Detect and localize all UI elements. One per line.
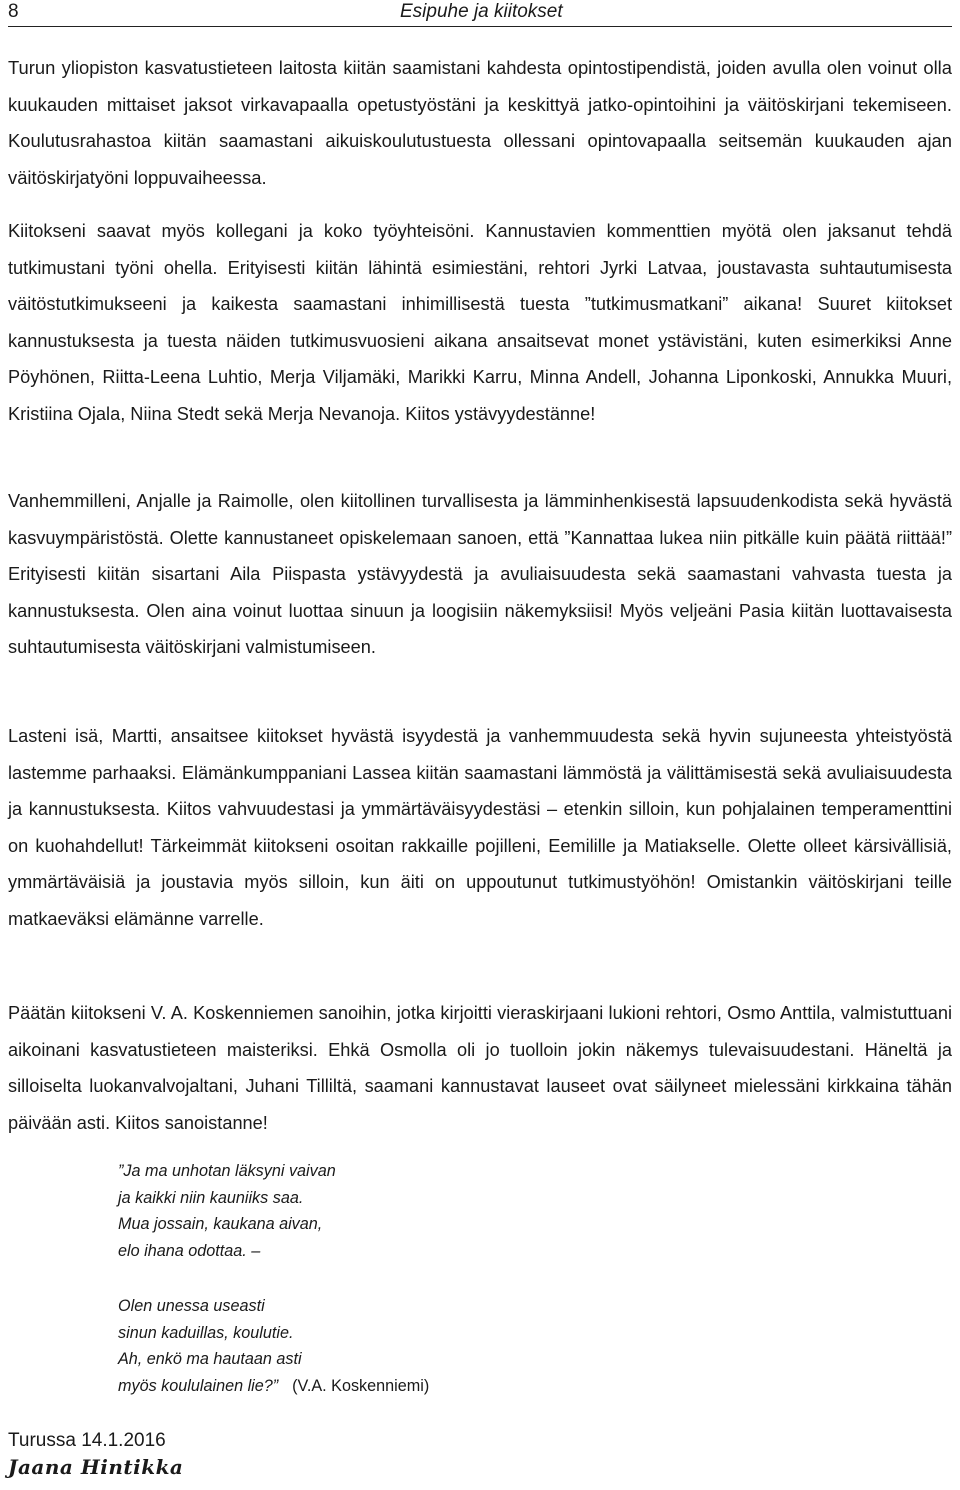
- date-line: Turussa 14.1.2016: [8, 1430, 166, 1451]
- paragraph-colleagues: Kiitokseni saavat myös kollegani ja koko työyhteisöni. Kannustavien kommenttien myötä olen jaksanut tehdä tutkimustani työni ohella. Erityisesti kiitän lähintä esimiestäni, rehtori Jyrki Latvaa, joustavasta suhtautumisesta väitöstutkimukseeni ja kaikesta saamastani inhimillisestä tuesta ”tutkimusmatkani” aikana! Suuret kiitokset kannustuksesta ja tuesta näiden tutkimusvuosieni aikana ansaitsevat monet ystävistäni, kuten esimerkiksi Anne Pöyhönen, Riitta-Leena Luhtio, Merja Viljamäki, Marikki Karru, Minna Andell, Johanna Liponkoski, Annukka Muuri, Kristiina Ojala, Niina Stedt sekä Merja Nevanoja. Kiitos ystävyydestänne!: [8, 221, 952, 424]
- paragraph-parents: Vanhemmilleni, Anjalle ja Raimolle, olen kiitollinen turvallisesta ja lämminhenkisestä lapsuudenkodista sekä hyvästä kasvuympäristöstä. Olette kannustaneet opiskelemaan sanoen, että ”Kannattaa lukea niin pitkälle kuin päätä riittää!” Erityisesti kiitän sisartani Aila Piispasta ystävyydestä ja avuliaisuudesta sekä saamastani vahvasta tuesta ja kannustuksesta. Olen aina voinut luottaa sinuun ja loogisiin näkemyksiisi! Myös veljeäni Pasia kiitän luottavaisesta suhtautumisesta väitöskirjani valmistumiseen.: [8, 491, 952, 658]
- page-header: [8, 0, 952, 27]
- poem-line: ”Ja ma unhotan läksyni vaivan: [118, 1162, 336, 1180]
- poem-last-line-text: myös koululainen lie?”: [118, 1376, 279, 1395]
- paragraph-funding: Turun yliopiston kasvatustieteen laitosta kiitän saamistani kahdesta opintostipendistä, joiden avulla olen voinut olla kuukauden mittaiset jaksot virkavapaalla opetustyöstäni ja keskittyä jatko-opintoihini ja väitöskirjani tekemiseen. Koulutusrahastoa kiitän saamastani aikuiskoulutustuesta ollessani opintovapaalla seitsemän kuukauden ajan väitöskirjatyöni loppuvaiheessa.: [8, 57, 952, 188]
- poem-line: ja kaikki niin kauniiks saa.: [118, 1188, 304, 1207]
- poem-line: Mua jossain, kaukana aivan,: [118, 1215, 323, 1233]
- paragraph-family: Lasteni isä, Martti, ansaitsee kiitokset hyvästä isyydestä ja vanhemmuudesta sekä hyvin sujuneesta yhteistyöstä lastemme parhaaksi. Elämänkumppaniani Lassea kiitän saamastani lämmöstä ja välittämisestä sekä avuliaisuudesta ja kannustuksesta. Kiitos vahvuudestasi ja ymmärtäväisyydestäsi – etenkin silloin, kun pohjalainen temperamenttini on kuohahdellut! Tärkeimmät kiitokseni osoitan rakkaille pojilleni, Eemilille ja Matiakselle. Olette olleet kärsivällisiä, ymmärtäväisiä ja joustavia myös silloin, kun äiti on uppoutunut tutkimustyöhön! Omistankin väitöskirjani teille matkaeväksi elämänne varrelle.: [8, 726, 952, 929]
- poem-attribution: (V.A. Koskenniemi): [292, 1376, 430, 1395]
- running-title: Esipuhe ja kiitokset: [400, 1, 563, 22]
- poem-stanza-1: [118, 1158, 598, 1264]
- poem-line: Ah, enkö ma hautaan asti: [118, 1350, 302, 1368]
- poem-line: elo ihana odottaa. –: [118, 1241, 261, 1260]
- poem-line: Olen unessa useasti: [118, 1297, 265, 1315]
- poem-line: sinun kaduillas, koulutie.: [118, 1323, 294, 1342]
- author-signature: Jaana Hintikka: [8, 1455, 184, 1479]
- page-number: 8: [8, 1, 19, 22]
- poem-line-last: [118, 1373, 598, 1400]
- paragraph-closing: Päätän kiitokseni V. A. Koskenniemen sanoihin, jotka kirjoitti vieraskirjaani lukioni rehtori, Osmo Anttila, valmistuttuani aikoinani kasvatustieteen maisteriksi. Ehkä Osmolla oli jo tuolloin jokin näkemys tulevaisuudestani. Häneltä ja silloiselta luokanvalvojaltani, Juhani Tilliltä, saamani kannustavat lauseet ovat säilyneet mielessäni kirkkaina tähän päivään asti. Kiitos sanoistanne!: [8, 1003, 952, 1133]
- poem-stanza-2: [118, 1293, 598, 1399]
